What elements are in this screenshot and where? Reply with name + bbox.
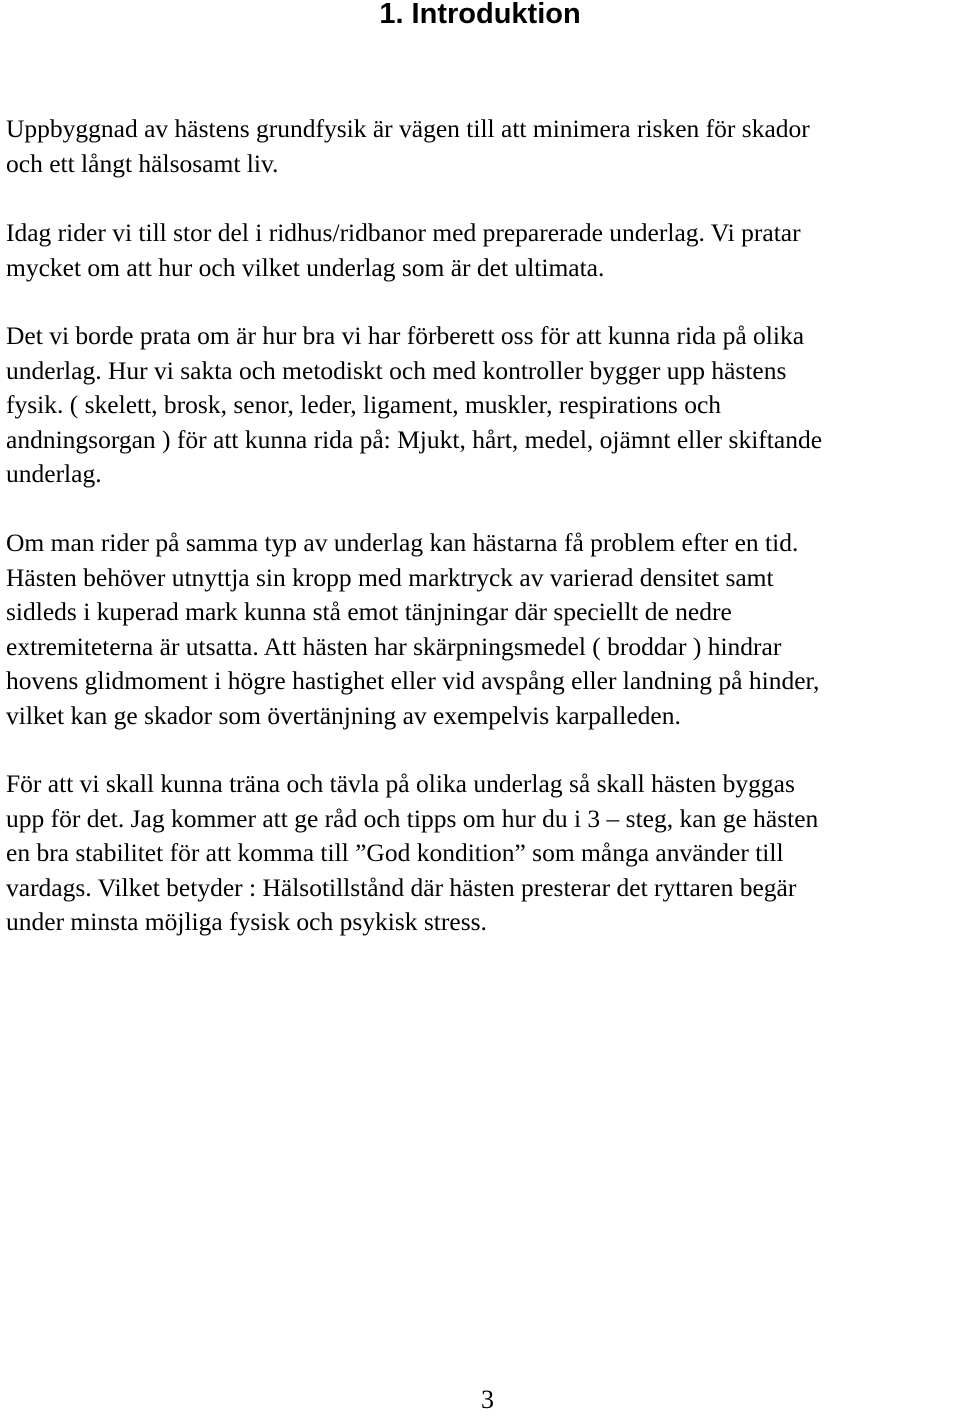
text-line: Uppbyggnad av hästens grundfysik är vägen till att minimera risken för skador (6, 114, 810, 143)
text-line: För att vi skall kunna träna och tävla på olika underlag så skall hästen byggas (6, 769, 795, 798)
text-line: extremiteterna är utsatta. Att hästen har skärpningsmedel ( broddar ) hindrar (6, 631, 782, 661)
paragraph-same-surface (6, 526, 954, 733)
text-line: vardags. Vilket betyder : Hälsotillstånd där hästen presterar det ryttaren begär (6, 872, 797, 902)
page-number: 3 (481, 1385, 494, 1414)
text-line: en bra stabilitet för att komma till ”God kondition” som många använder till (6, 838, 784, 867)
text-line: mycket om att hur och vilket underlag som är det ultimata. (6, 252, 605, 282)
text-line: underlag. (6, 459, 102, 488)
text-line: Om man rider på samma typ av underlag kan hästarna få problem efter en tid. (6, 528, 799, 557)
text-line: fysik. ( skelett, brosk, senor, leder, ligament, muskler, respirations och (6, 390, 722, 419)
text-line: andningsorgan ) för att kunna rida på: Mjukt, hårt, medel, ojämnt eller skiftande (6, 424, 823, 454)
text-line: vilket kan ge skador som övertänjning av exempelvis karpalleden. (6, 700, 681, 730)
text-line: Idag rider vi till stor del i ridhus/ridbanor med preparerade underlag. Vi pratar (6, 218, 801, 247)
text-line: Det vi borde prata om är hur bra vi har förberett oss för att kunna rida på olika (6, 321, 805, 350)
text-line: upp för det. Jag kommer att ge råd och tipps om hur du i 3 – steg, kan ge hästen (6, 803, 819, 833)
paragraph-training (6, 767, 954, 940)
paragraph-preparation (6, 319, 954, 492)
text-line: underlag. Hur vi sakta och metodiskt och med kontroller bygger upp hästens (6, 355, 787, 385)
paragraph-surfaces (6, 216, 954, 285)
text-line: under minsta möjliga fysisk och psykisk stress. (6, 907, 487, 936)
text-line: sidleds i kuperad mark kunna stå emot tänjningar där speciellt de nedre (6, 597, 732, 626)
page-title: 1. Introduktion (379, 0, 581, 30)
text-line: Hästen behöver utnyttja sin kropp med marktryck av varierad densitet samt (6, 562, 774, 592)
paragraph-intro (6, 112, 954, 181)
text-line: och ett långt hälsosamt liv. (6, 148, 279, 178)
text-line: hovens glidmoment i högre hastighet eller vid avspång eller landning på hinder, (6, 666, 820, 695)
